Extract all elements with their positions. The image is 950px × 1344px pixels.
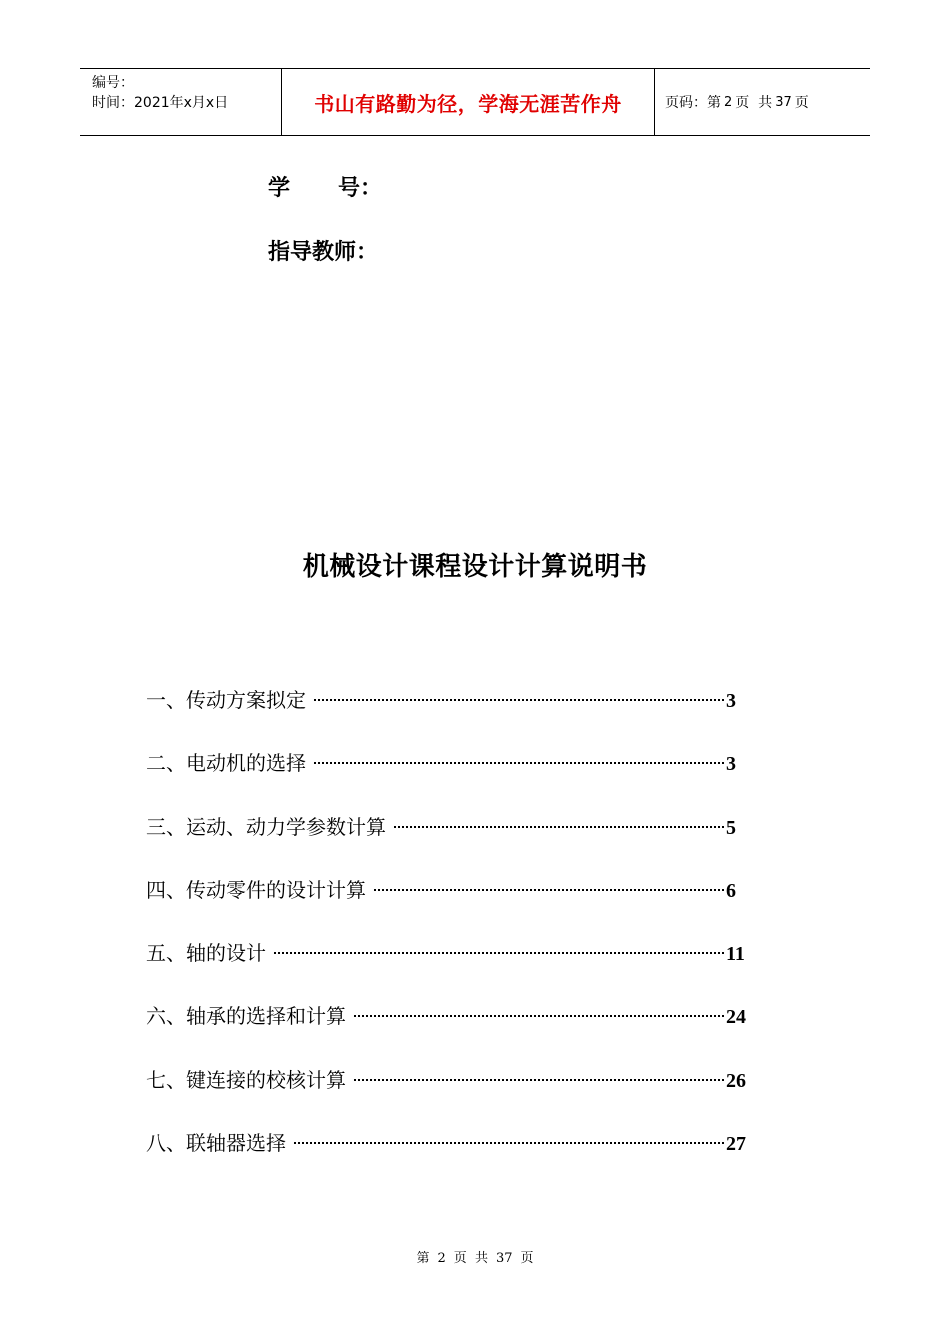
footer-prefix: 第	[416, 1251, 430, 1266]
toc-item-label: 三、运动、动力学参数计算	[146, 814, 386, 839]
toc-item[interactable]	[146, 811, 756, 874]
header-page-current: 2	[724, 94, 733, 110]
toc-item[interactable]	[146, 874, 756, 937]
toc-dot-leader	[354, 1015, 724, 1017]
date-label: 时间：2021年x月x日	[92, 95, 229, 111]
toc-dot-leader	[354, 1079, 724, 1081]
toc-item-label: 六、轴承的选择和计算	[146, 1004, 346, 1029]
page-header	[80, 68, 870, 136]
header-meta-cell	[80, 69, 282, 135]
toc-dot-leader	[314, 762, 724, 764]
toc-item[interactable]	[146, 684, 756, 747]
toc-dot-leader	[374, 889, 724, 891]
student-number-field	[268, 171, 382, 202]
toc-item-label: 一、传动方案拟定	[146, 688, 306, 712]
header-page-mid: 页 共	[735, 95, 773, 111]
toc-item-page: 11	[726, 943, 745, 966]
table-of-contents	[146, 684, 756, 1190]
toc-item[interactable]	[146, 1127, 756, 1190]
toc-dot-leader	[294, 1142, 724, 1144]
toc-item-label: 四、传动零件的设计计算	[146, 877, 366, 902]
footer-mid: 页 共	[453, 1251, 488, 1266]
advisor-field: 指导教师：	[268, 240, 379, 265]
toc-item[interactable]	[146, 1000, 756, 1063]
header-motto-cell	[282, 69, 655, 135]
toc-item-page: 24	[726, 1006, 746, 1029]
serial-number-label: 编号：	[92, 75, 134, 91]
footer-suffix: 页	[520, 1251, 534, 1266]
toc-dot-leader	[314, 699, 724, 701]
toc-item-page: 26	[726, 1069, 746, 1092]
page-footer	[0, 1247, 950, 1266]
toc-item-label: 八、联轴器选择	[146, 1131, 286, 1156]
toc-item-page: 5	[726, 816, 736, 839]
toc-item-page: 3	[726, 753, 736, 776]
footer-page-current: 2	[437, 1251, 446, 1266]
header-page-prefix: 页码：第	[665, 95, 721, 111]
toc-item-label: 七、键连接的校核计算	[146, 1067, 346, 1092]
toc-item-page: 27	[726, 1133, 746, 1156]
toc-item[interactable]	[146, 937, 756, 1000]
header-page-total: 37	[775, 94, 792, 110]
footer-page-total: 37	[496, 1251, 513, 1266]
toc-item-page: 6	[726, 879, 736, 902]
toc-dot-leader	[394, 826, 724, 828]
document-title: 机械设计课程设计计算说明书	[302, 552, 648, 582]
motto-text: 书山有路勤为径，学海无涯苦作舟	[314, 91, 622, 116]
toc-item-page: 3	[726, 690, 736, 712]
toc-item-label: 二、电动机的选择	[146, 751, 306, 776]
header-page-suffix: 页	[794, 95, 809, 111]
toc-item[interactable]	[146, 1064, 756, 1127]
toc-dot-leader	[274, 952, 724, 954]
toc-item[interactable]	[146, 747, 756, 810]
student-number-label-b: 号：	[338, 176, 383, 201]
header-page-cell	[655, 69, 870, 135]
toc-item-label: 五、轴的设计	[146, 941, 266, 966]
student-number-label-a: 学	[268, 176, 291, 201]
